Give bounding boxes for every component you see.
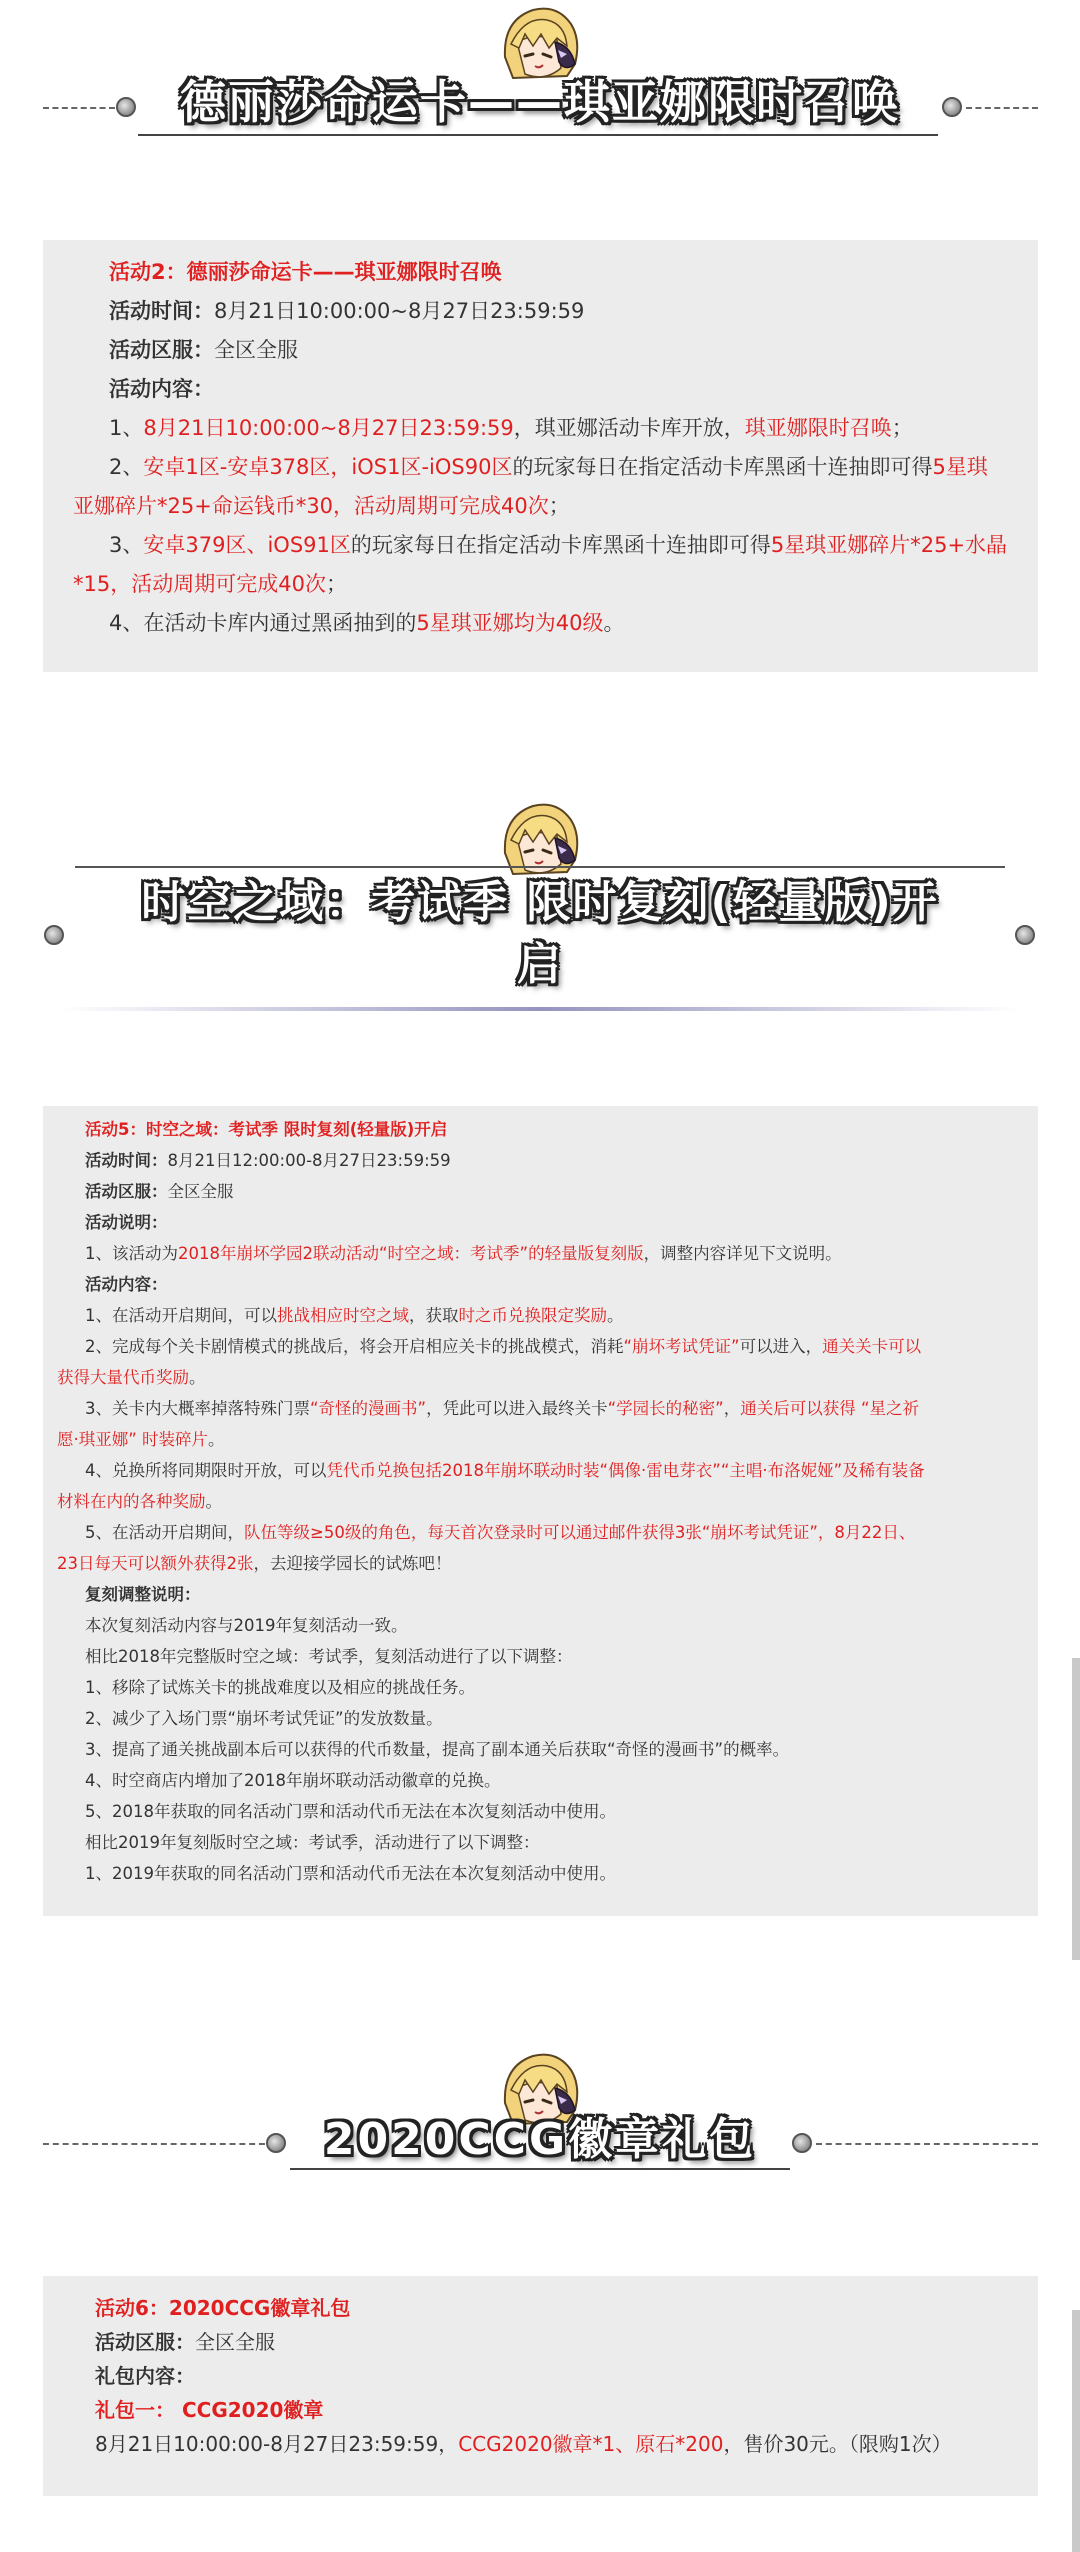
activity-content-label: 活动内容： bbox=[109, 377, 214, 401]
activity6-box bbox=[43, 2276, 1038, 2496]
list-item: 本次复刻活动内容与2019年复刻活动一致。 bbox=[85, 1616, 408, 1635]
header-right-dash bbox=[966, 107, 1038, 109]
list-item-cont: 材料在内的各种奖励。 bbox=[57, 1492, 222, 1511]
activity-time: 活动时间：8月21日12:00:00-8月27日23:59:59 bbox=[85, 1151, 451, 1170]
list-item: 2、安卓1区-安卓378区，iOS1区-iOS90区的玩家每日在指定活动卡库黑函十连抽即可得5星琪亚娜碎片*25+命运钱币*30，活动周期可完成40次； bbox=[73, 455, 988, 518]
list-item: 3、关卡内大概率掉落特殊门票“奇怪的漫画书”，凭此可以进入最终关卡“学园长的秘密”，通关后可以获得 “星之祈 bbox=[85, 1399, 920, 1418]
section-title-line2: 启 bbox=[517, 939, 563, 990]
list-item: 相比2019年复刻版时空之域：考试季，活动进行了以下调整： bbox=[85, 1833, 540, 1852]
activity-time: 活动时间：8月21日10:00:00~8月27日23:59:59 bbox=[109, 299, 585, 323]
activity-server: 活动区服：全区全服 bbox=[85, 1182, 234, 1201]
activity-content-label: 活动内容： bbox=[85, 1275, 168, 1294]
list-item: 4、兑换所将同期限时开放，可以凭代币兑换包括2018年崩坏联动时装“偶像·雷电芽衣”“主唱·布洛妮娅”及稀有装备 bbox=[85, 1461, 925, 1480]
activity-server: 活动区服：全区全服 bbox=[95, 2330, 275, 2354]
section6-header bbox=[0, 2040, 1080, 2180]
list-item: 1、在活动开启期间，可以挑战相应时空之域，获取时之币兑换限定奖励。 bbox=[85, 1306, 624, 1325]
list-item-cont: 23日每天可以额外获得2张，去迎接学园长的试炼吧！ bbox=[57, 1554, 452, 1573]
list-item: 1、移除了试炼关卡的挑战难度以及相应的挑战任务。 bbox=[85, 1678, 475, 1697]
list-item: 1、8月21日10:00:00~8月27日23:59:59，琪亚娜活动卡库开放，琪亚娜限时召唤； bbox=[109, 416, 913, 440]
list-item: 4、在活动卡库内通过黑函抽到的5星琪亚娜均为40级。 bbox=[109, 611, 625, 635]
list-item: 5、在活动开启期间，队伍等级≥50级的角色，每天首次登录时可以通过邮件获得3张“崩坏考试凭证”，8月22日、 bbox=[85, 1523, 916, 1542]
pack-detail: 8月21日10:00:00-8月27日23:59:59，CCG2020徽章*1、原石*200，售价30元。（限购1次） bbox=[95, 2432, 952, 2456]
activity2-box bbox=[43, 240, 1038, 672]
list-item-cont: 愿·琪亚娜” 时装碎片。 bbox=[57, 1430, 225, 1449]
list-item-cont: 获得大量代币奖励。 bbox=[57, 1368, 206, 1387]
activity-heading: 活动6：2020CCG徽章礼包 bbox=[95, 2296, 351, 2320]
section-title: 2020CCG徽章礼包 bbox=[323, 2114, 757, 2165]
list-item: 1、2019年获取的同名活动门票和活动代币无法在本次复刻活动中使用。 bbox=[85, 1864, 616, 1883]
section-title: 德丽莎命运卡——琪亚娜限时召唤 bbox=[180, 75, 900, 129]
list-item: 1、该活动为2018年崩坏学园2联动活动“时空之域：考试季”的轻量版复刻版，调整内容详见下文说明。 bbox=[85, 1244, 842, 1263]
pack-content-label: 礼包内容： bbox=[95, 2364, 195, 2388]
scrollbar-track[interactable] bbox=[1072, 1658, 1080, 1960]
list-item: 2、完成每个关卡剧情模式的挑战后，将会开启相应关卡的挑战模式，消耗“崩坏考试凭证”可以进入，通关关卡可以 bbox=[85, 1337, 922, 1356]
section5-header bbox=[0, 795, 1080, 1025]
list-item: 4、时空商店内增加了2018年崩坏联动活动徽章的兑换。 bbox=[85, 1771, 501, 1790]
section-title-line1: 时空之域：考试季 限时复刻(轻量版)开 bbox=[141, 877, 939, 928]
list-item: 3、提高了通关挑战副本后可以获得的代币数量，提高了副本通关后获取“奇怪的漫画书”的概率。 bbox=[85, 1740, 790, 1759]
activity-desc-label: 活动说明： bbox=[85, 1213, 168, 1232]
header-top-line bbox=[75, 866, 1005, 868]
activity-heading: 活动5：时空之域：考试季 限时复刻(轻量版)开启 bbox=[85, 1120, 448, 1139]
list-item: 3、安卓379区、iOS91区的玩家每日在指定活动卡库黑函十连抽即可得5星琪亚娜碎片*25+水晶*15，活动周期可完成40次； bbox=[73, 533, 1008, 596]
section-title bbox=[0, 872, 1080, 996]
activity-heading: 活动2：德丽莎命运卡——琪亚娜限时召唤 bbox=[109, 260, 502, 284]
header-underline bbox=[60, 1007, 1020, 1011]
list-item: 5、2018年获取的同名活动门票和活动代币无法在本次复刻活动中使用。 bbox=[85, 1802, 616, 1821]
activity-server: 活动区服：全区全服 bbox=[109, 338, 298, 362]
adjust-label: 复刻调整说明： bbox=[85, 1585, 201, 1604]
header-underline bbox=[138, 134, 938, 136]
scrollbar-track[interactable] bbox=[1072, 2310, 1080, 2552]
grey-ball-icon bbox=[792, 2133, 812, 2153]
pack-label: 礼包一： CCG2020徽章 bbox=[95, 2398, 324, 2422]
list-item: 2、减少了入场门票“崩坏考试凭证”的发放数量。 bbox=[85, 1709, 443, 1728]
section1-header bbox=[0, 0, 1080, 150]
activity5-box bbox=[43, 1106, 1038, 1916]
list-item: 相比2018年完整版时空之域：考试季，复刻活动进行了以下调整： bbox=[85, 1647, 573, 1666]
grey-ball-icon bbox=[942, 97, 962, 117]
header-right-dash bbox=[816, 2143, 1038, 2145]
